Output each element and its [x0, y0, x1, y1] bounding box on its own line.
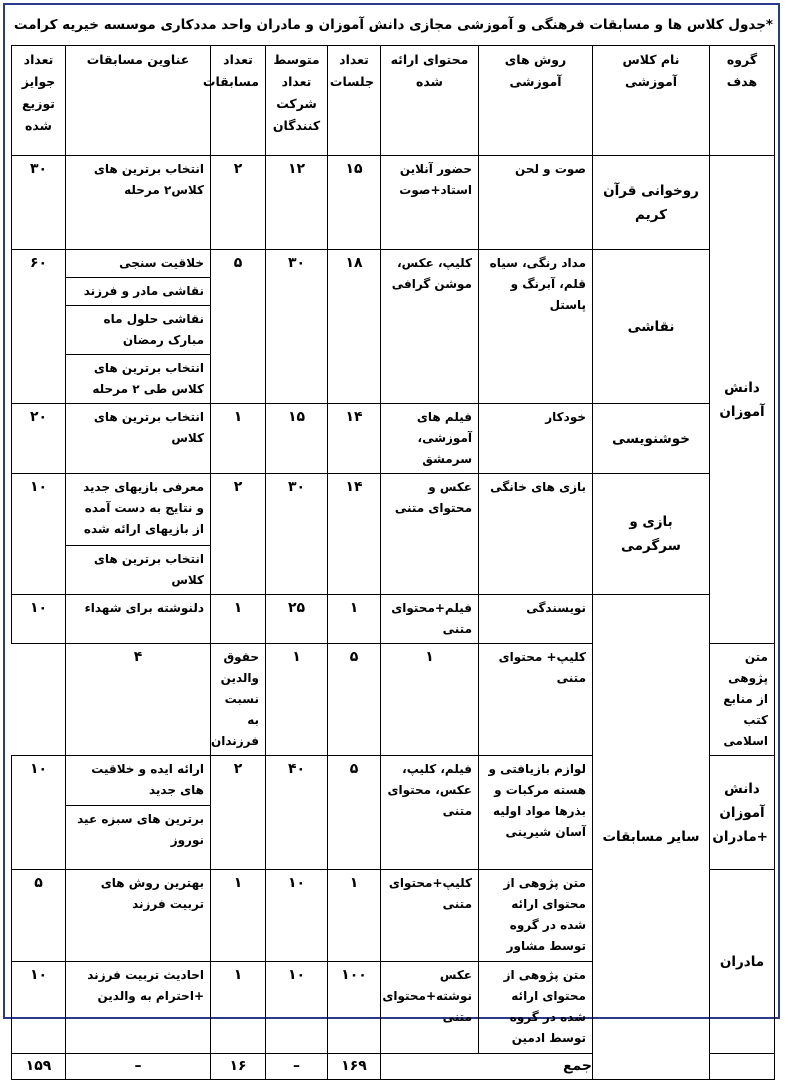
method-cell: خودکار: [479, 404, 593, 474]
competitions-cell: ۲: [211, 474, 266, 595]
total-row: [12, 1054, 775, 1080]
method-cell: مداد رنگی، سیاه قلم، آبرنگ و پاستل: [479, 250, 593, 404]
class-name-cell: سایر مسابقات: [593, 595, 710, 1080]
competition-title-cell: برترین های سبزه عید نوروز: [66, 806, 211, 870]
total-prizes: ۱۵۹: [12, 1054, 66, 1080]
content-cell: فیلم، کلیپ، عکس، محتوای متنی: [381, 756, 479, 870]
header-row: [12, 46, 775, 156]
total-titles: –: [66, 1054, 211, 1080]
method-cell: لوازم بازیافتی و هسته مرکبات و بذرها مواد اولیه آسان شیرینی: [479, 756, 593, 870]
method-cell: متن پژوهی از محتوای ارائه شده در گروه توسط ادمین: [479, 962, 593, 1054]
participants-cell: ۵: [328, 644, 381, 756]
content-cell: کلیپ+ محتوای متنی: [479, 644, 593, 756]
competition-title-cell: حقوق والدین نسبت به فرزندان: [211, 644, 266, 756]
competition-title-cell: انتخاب برترین های کلاس: [66, 546, 211, 595]
competitions-cell: ۲: [211, 156, 266, 250]
competition-title-cell: انتخاب برترین های کلاس۲ مرحله: [66, 156, 211, 250]
method-cell: نویسندگی: [479, 595, 593, 644]
header-class-name: نام کلاس آموزشی: [593, 46, 710, 156]
sessions-cell: ۱۸: [328, 250, 381, 404]
total-label: جمع: [381, 1054, 775, 1080]
classes-table: [11, 45, 775, 1080]
table-row: [12, 474, 775, 546]
header-sessions: تعداد جلسات: [328, 46, 381, 156]
header-competition-titles: عناوین مسابقات: [66, 46, 211, 156]
participants-cell: ۳۰: [266, 250, 328, 404]
header-methods: روش های آموزشی: [479, 46, 593, 156]
sessions-cell: ۵: [328, 756, 381, 870]
prizes-cell: ۵: [12, 870, 66, 962]
prizes-cell: ۱۰: [12, 595, 66, 644]
content-cell: عکس نوشته+محتوای متنی: [381, 962, 479, 1054]
competition-title-cell: انتخاب برترین های کلاس: [66, 404, 211, 474]
prizes-cell: ۴: [66, 644, 211, 756]
prizes-cell: ۱۰: [12, 962, 66, 1054]
competition-title-cell: احادیث تربیت فرزند +احترام به والدین: [66, 962, 211, 1054]
participants-cell: ۱۰: [266, 870, 328, 962]
competition-title-cell: انتخاب برترین های کلاس طی ۲ مرحله: [66, 355, 211, 404]
method-cell: صوت و لحن: [479, 156, 593, 250]
header-prizes: تعداد جوایز توزیع شده: [12, 46, 66, 156]
content-cell: فیلم+محتوای متنی: [381, 595, 479, 644]
header-content: محتوای ارائه شده: [381, 46, 479, 156]
table-row: [12, 156, 775, 250]
prizes-cell: ۱۰: [12, 474, 66, 595]
total-participants: –: [266, 1054, 328, 1080]
table-row: [12, 250, 775, 278]
prizes-cell: ۲۰: [12, 404, 66, 474]
total-competitions: ۱۶: [211, 1054, 266, 1080]
method-cell: متن پژوهی از محتوای ارائه شده در گروه توسط مشاور: [479, 870, 593, 962]
total-sessions: ۱۶۹: [328, 1054, 381, 1080]
prizes-cell: ۳۰: [12, 156, 66, 250]
competition-title-cell: بهترین روش های تربیت فرزند: [66, 870, 211, 962]
competition-title-cell: دلنوشته برای شهداء: [66, 595, 211, 644]
sessions-cell: ۱۵: [328, 156, 381, 250]
prizes-cell: ۶۰: [12, 250, 66, 404]
class-name-cell: روخوانی قرآن کریم: [593, 156, 710, 250]
header-target-group: گروه هدف: [710, 46, 775, 156]
participants-cell: ۲۵: [266, 595, 328, 644]
sessions-cell: ۱۴: [328, 474, 381, 595]
table-row: [12, 595, 775, 644]
sessions-cell: ۱: [381, 644, 479, 756]
competitions-cell: ۱: [211, 404, 266, 474]
content-cell: کلیپ، عکس، موشن گرافی: [381, 250, 479, 404]
participants-cell: ۱۲: [266, 156, 328, 250]
method-cell: متن پژوهی از منابع کتب اسلامی: [710, 644, 775, 756]
group-students: دانش آموزان: [710, 156, 775, 644]
participants-cell: ۱۰: [266, 962, 328, 1054]
participants-cell: ۴۰: [266, 756, 328, 870]
competitions-cell: ۵: [211, 250, 266, 404]
table-row: [12, 404, 775, 474]
competitions-cell: ۱: [211, 595, 266, 644]
method-cell: بازی های خانگی: [479, 474, 593, 595]
competition-title-cell: نقاشی حلول ماه مبارک رمضان: [66, 306, 211, 355]
content-cell: کلیپ+محتوای متنی: [381, 870, 479, 962]
sessions-cell: ۱۴: [328, 404, 381, 474]
sessions-cell: ۱: [328, 595, 381, 644]
sessions-cell: ۱: [328, 870, 381, 962]
class-name-cell: خوشنویسی: [593, 404, 710, 474]
content-cell: حضور آنلاین استاد+صوت: [381, 156, 479, 250]
competition-title-cell: خلاقیت سنجی: [66, 250, 211, 278]
header-avg-participants: متوسط تعداد شرکت کنندگان: [266, 46, 328, 156]
competition-title-cell: نقاشی مادر و فرزند: [66, 278, 211, 306]
page-title: *جدول کلاس ها و مسابقات فرهنگی و آموزشی مجازی دانش آموزان و مادران واحد مددکاری موسسه خیریه کرامت: [13, 17, 773, 33]
content-cell: عکس و محتوای متنی: [381, 474, 479, 595]
header-competitions: تعداد مسابقات: [211, 46, 266, 156]
competition-title-cell: ارائه ایده و خلاقیت های جدید: [66, 756, 211, 806]
competitions-cell: ۱: [266, 644, 328, 756]
class-name-cell: بازی و سرگرمی: [593, 474, 710, 595]
group-mothers: مادران: [710, 870, 775, 1054]
sessions-cell: ۱۰۰: [328, 962, 381, 1054]
class-name-cell: نقاشی: [593, 250, 710, 404]
prizes-cell: ۱۰: [12, 756, 66, 870]
group-students-mothers: دانش آموزان +مادران: [710, 756, 775, 870]
competitions-cell: ۱: [211, 870, 266, 962]
competitions-cell: ۱: [211, 962, 266, 1054]
participants-cell: ۱۵: [266, 404, 328, 474]
content-cell: فیلم های آموزشی، سرمشق: [381, 404, 479, 474]
competition-title-cell: معرفی بازیهای جدید و نتایج به دست آمده از بازیهای ارائه شده: [66, 474, 211, 546]
participants-cell: ۳۰: [266, 474, 328, 595]
competitions-cell: ۲: [211, 756, 266, 870]
